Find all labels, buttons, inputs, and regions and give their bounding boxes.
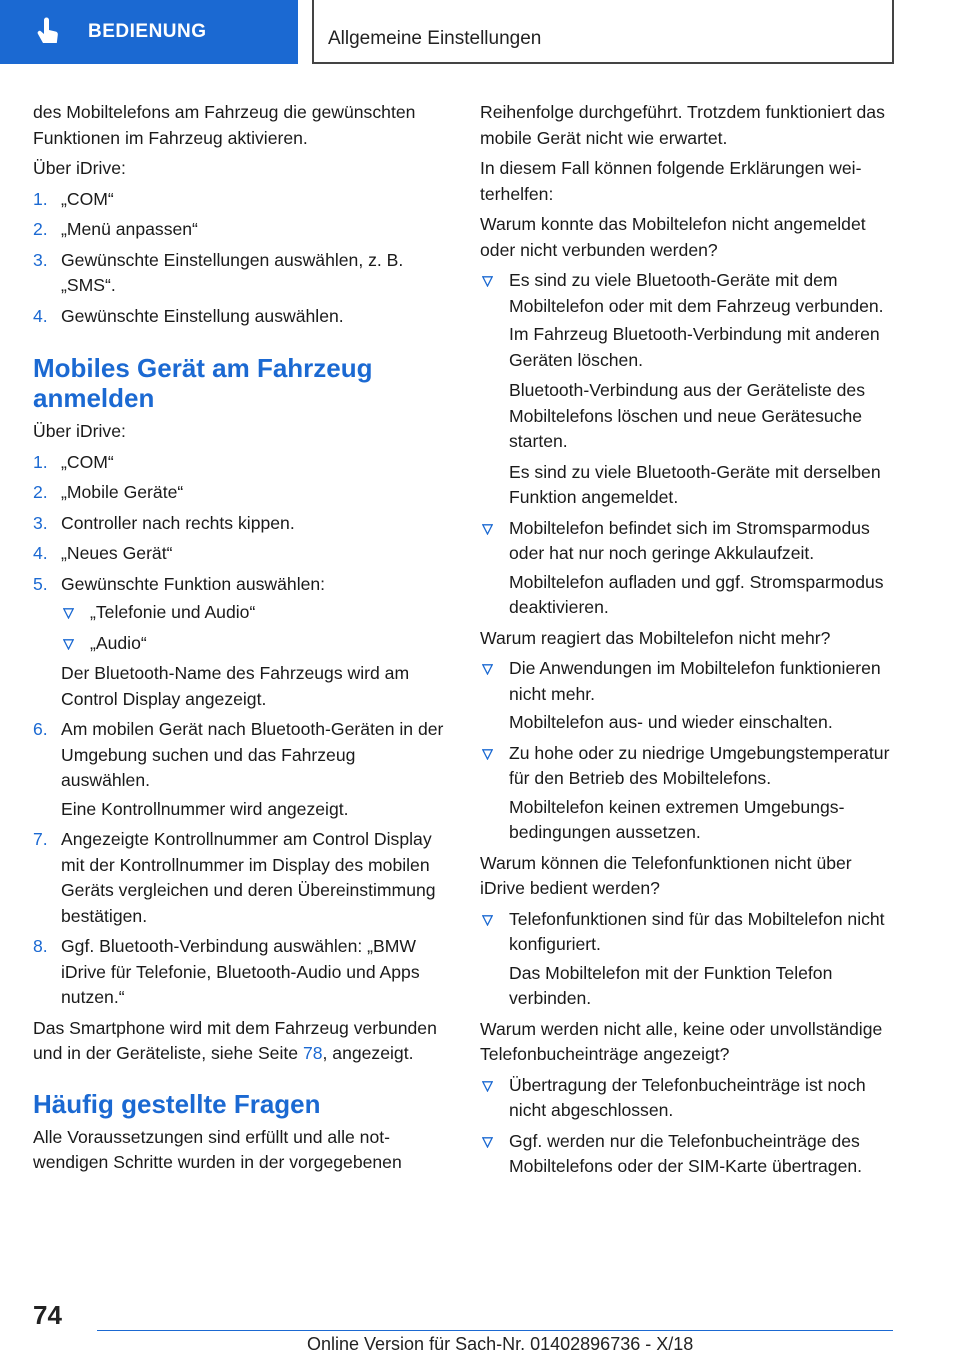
step-text: Gewünschte Einstellung auswählen. — [61, 305, 344, 326]
step-number: 2. — [33, 219, 48, 239]
bullet-item — [480, 1073, 898, 1124]
bullet-note: Das Mobiltelefon mit der Funktion Telefon verbinden. — [509, 962, 833, 1008]
bullet-text: Mobiltelefon befindet sich im Stromsparmodus oder hat nur noch geringe Akkulaufzeit. — [509, 517, 870, 563]
chapter-header — [312, 0, 894, 64]
left-column — [33, 100, 448, 1181]
triangle-bullet-icon — [63, 631, 74, 650]
bullet-text: „Audio“ — [90, 632, 147, 653]
triangle-bullet-icon — [482, 741, 493, 760]
list-item — [33, 248, 448, 299]
step-text: „Menü anpassen“ — [61, 219, 198, 239]
page-reference-link[interactable]: 78 — [302, 1043, 323, 1063]
step-number: 3. — [33, 249, 48, 270]
paragraph: Alle Voraussetzungen sind erfüllt und alle notwendigen Schritte wurden in der vorgegebenen — [33, 1126, 402, 1172]
bullet-text: Übertragung der Telefonbucheinträge ist noch nicht abgeschlossen. — [509, 1074, 866, 1120]
triangle-bullet-icon — [482, 516, 493, 535]
paragraph: des Mobiltelefons am Fahrzeug die gewünschten Funktionen im Fahrzeug aktivieren. — [33, 102, 416, 148]
bullet-item — [480, 516, 898, 621]
triangle-bullet-icon — [482, 1129, 493, 1148]
triangle-bullet-icon — [482, 268, 493, 287]
bullet-text: Zu hohe oder zu niedrige Umgebungstemperatur für den Betrieb des Mobiltelefons. — [509, 742, 890, 788]
triangle-bullet-icon — [482, 907, 493, 926]
step-number: 5. — [33, 573, 48, 594]
bullet-note: Es sind zu viele Bluetooth-Geräte mit derselben Funktion angemeldet. — [509, 461, 881, 507]
bullet-text: Die Anwendungen im Mobiltelefon funktionieren nicht mehr. — [509, 658, 881, 704]
bullet-item — [480, 741, 898, 846]
list-item — [33, 572, 448, 713]
list-item — [33, 450, 448, 476]
bullet-item — [480, 907, 898, 1012]
bullet-text: Es sind zu viele Bluetooth-Geräte mit dem Mobiltelefon oder mit dem Fahrzeug verbunden. — [509, 270, 884, 316]
section-tab[interactable] — [0, 0, 298, 64]
bullet-text: Telefonfunktionen sind für das Mobiltelefon nicht konfiguriert. — [509, 908, 885, 954]
list-item — [33, 511, 448, 537]
page-number: 74 — [33, 1300, 62, 1330]
faq-answer-list — [480, 656, 898, 846]
step-number: 4. — [33, 305, 48, 326]
section-label: BEDIENUNG — [88, 21, 207, 42]
bullet-note: Im Fahrzeug Bluetooth-Verbindung mit anderen Geräten löschen. — [509, 324, 880, 370]
step-number: 7. — [33, 829, 48, 849]
text: , angezeigt. — [322, 1043, 414, 1063]
paragraph — [33, 1016, 448, 1067]
step-number: 6. — [33, 719, 48, 739]
chapter-title: Allgemeine Einstellungen — [328, 28, 542, 49]
bullet-text: Ggf. werden nur die Telefonbucheinträge des Mobiltelefons oder der SIM-Karte übertragen. — [509, 1130, 863, 1176]
faq-question: Warum konnte das Mobiltelefon nicht angemeldet oder nicht verbunden werden? — [480, 214, 866, 260]
section-heading: Mobiles Gerät am Fahrzeug anmelden — [33, 353, 373, 413]
list-item — [33, 304, 448, 330]
footer-divider — [97, 1330, 893, 1331]
faq-question: Warum werden nicht alle, keine oder unvollständige Telefonbucheinträge angezeigt? — [480, 1018, 883, 1064]
step-number: 8. — [33, 936, 48, 956]
step-note: Eine Kontrollnummer wird angezeigt. — [61, 798, 349, 819]
step-text: Ggf. Bluetooth-Verbindung auswählen: „BMW iDrive für Telefonie, Bluetooth-Audio und Apps nutzen.“ — [61, 936, 420, 1007]
paragraph: Über iDrive: — [33, 158, 126, 178]
list-item — [33, 187, 448, 213]
faq-question: Warum reagiert das Mobiltelefon nicht mehr? — [480, 627, 831, 648]
triangle-bullet-icon — [482, 656, 493, 675]
step-text: „COM“ — [61, 451, 114, 472]
faq-answer-list — [480, 268, 898, 621]
right-column — [480, 100, 898, 1185]
step-text: Angezeigte Kontrollnummer am Control Display mit der Kontrollnummer im Display des mobilen Geräts vergleichen und deren Übereinstimmung bestätigen. — [61, 829, 436, 926]
step-number: 3. — [33, 512, 48, 533]
bullet-item — [480, 268, 898, 511]
faq-answer-list — [480, 907, 898, 1012]
paragraph: Reihenfolge durchgeführt. Trotzdem funktioniert das mobile Gerät nicht wie erwartet. — [480, 102, 885, 148]
list-item — [33, 541, 448, 567]
bullet-note: Mobiltelefon aufladen und ggf. Stromsparmodus deaktivieren. — [509, 571, 884, 617]
paragraph: Über iDrive: — [33, 421, 126, 441]
list-item — [33, 934, 448, 1011]
paragraph: In diesem Fall können folgende Erklärungen weiterhelfen: — [480, 158, 862, 204]
list-item — [33, 717, 448, 822]
step-text: „Neues Gerät“ — [61, 543, 173, 563]
bullet-item — [61, 600, 448, 626]
bullet-text: „Telefonie und Audio“ — [90, 602, 256, 622]
step-text: Gewünschte Einstellungen auswählen, z. B. „SMS“. — [61, 249, 404, 295]
footer-text: Online Version für Sach-Nr. 01402896736 - X/18 — [307, 1334, 694, 1354]
step-number: 2. — [33, 482, 48, 502]
faq-question: Warum können die Telefonfunktionen nicht über iDrive bedient werden? — [480, 852, 852, 898]
step-text: Gewünschte Funktion auswählen: — [61, 573, 326, 594]
text: Das Smartphone wird mit dem Fahrzeug verbunden und in der Geräteliste, siehe Seite — [33, 1017, 437, 1063]
step-number: 1. — [33, 188, 48, 209]
bullet-item — [480, 656, 898, 736]
bullet-note: Bluetooth-Verbindung aus der Geräteliste des Mobiltelefons löschen und neue Gerätesuche starten. — [509, 380, 866, 451]
step-text: Am mobilen Gerät nach Bluetooth-Geräten in der Umgebung suchen und das Fahrzeug auswählen. — [61, 719, 444, 790]
list-item — [33, 217, 448, 243]
triangle-bullet-icon — [482, 1073, 493, 1092]
pointing-hand-icon — [36, 17, 66, 47]
list-item — [33, 480, 448, 506]
bullet-item — [61, 631, 448, 657]
section-heading: Häufig gestellte Fragen — [33, 1088, 321, 1119]
step-note: Der Bluetooth-Name des Fahrzeugs wird am Control Display angezeigt. — [61, 663, 410, 709]
faq-answer-list — [480, 1073, 898, 1180]
step-number: 4. — [33, 543, 48, 563]
step-text: „COM“ — [61, 188, 114, 209]
step-number: 1. — [33, 451, 48, 472]
bullet-item — [480, 1129, 898, 1180]
bullet-note: Mobiltelefon keinen extremen Umgebungsbedingungen aussetzen. — [509, 796, 845, 842]
triangle-bullet-icon — [63, 600, 74, 619]
step-text: Controller nach rechts kippen. — [61, 512, 295, 533]
bullet-note: Mobiltelefon aus- und wieder einschalten. — [509, 712, 833, 732]
step-text: „Mobile Geräte“ — [61, 482, 184, 502]
list-item — [33, 827, 448, 929]
